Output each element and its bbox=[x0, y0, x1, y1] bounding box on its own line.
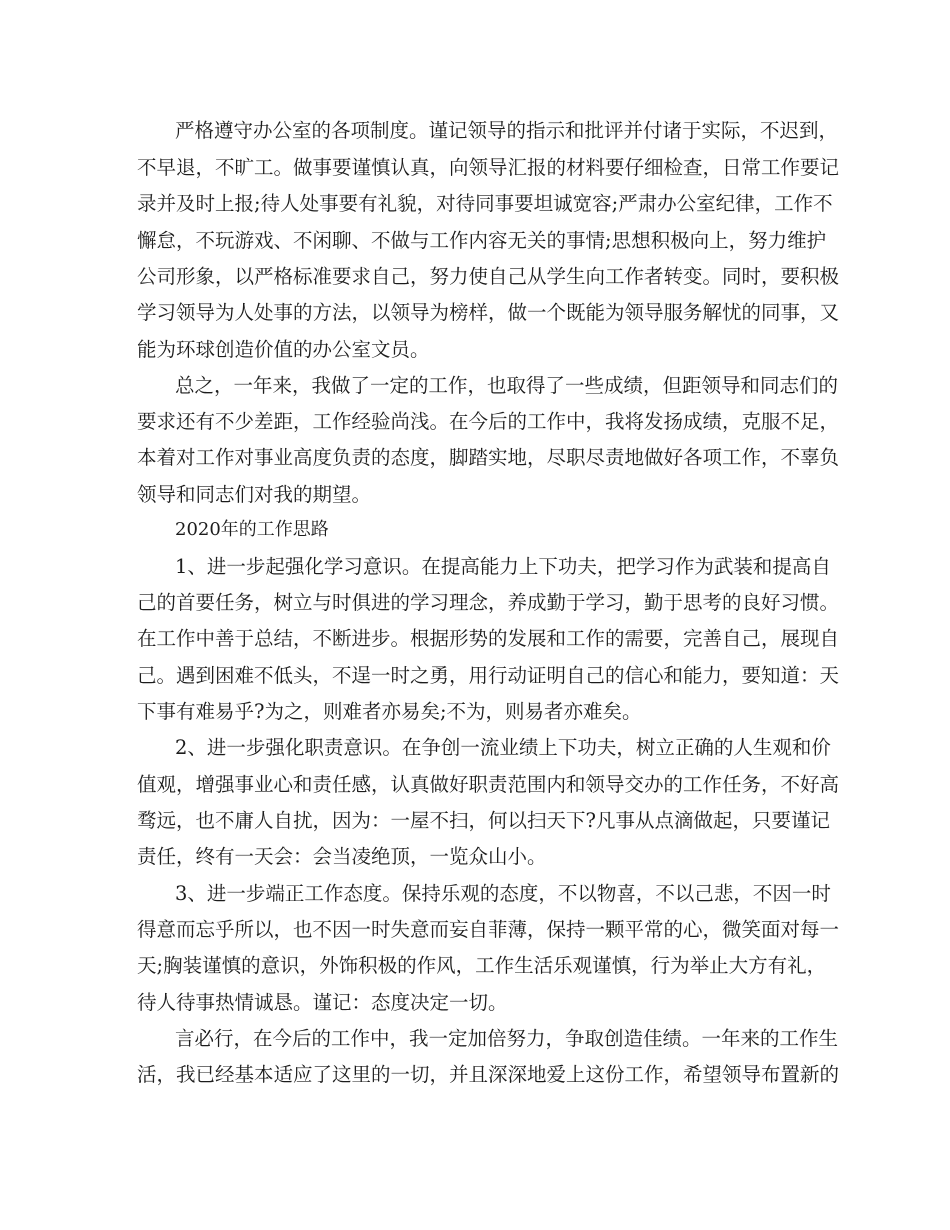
text-line: 要求还有不少差距，工作经验尚浅。在今后的工作中，我将发扬成绩，克服不足， bbox=[137, 410, 840, 433]
text-line: 能为环球创造价值的办公室文员。 bbox=[137, 338, 430, 361]
text-line: 己。遇到困难不低头，不逞一时之勇，用行动证明自己的信心和能力，要知道：天 bbox=[137, 664, 840, 687]
section-heading: 2020年的工作思路 bbox=[175, 519, 329, 540]
text-line: 下事有难易乎?为之，则难者亦易矣;不为，则易者亦难矣。 bbox=[137, 700, 642, 723]
text-line: 得意而忘乎所以，也不因一时失意而妄自菲薄，保持一颗平常的心，微笑面对每一 bbox=[137, 918, 840, 941]
text-line: 1、进一步起强化学习意识。在提高能力上下功夫，把学习作为武装和提高自 bbox=[175, 555, 831, 578]
text-line: 活，我已经基本适应了这里的一切，并且深深地爱上这份工作，希望领导布置新的 bbox=[137, 1063, 840, 1086]
text-line: 己的首要任务，树立与时俱进的学习理念，养成勤于学习，勤于思考的良好习惯。 bbox=[137, 591, 840, 614]
text-line: 3、进一步端正工作态度。保持乐观的态度，不以物喜，不以己悲，不因一时 bbox=[175, 882, 831, 905]
text-line: 2、进一步强化职责意识。在争创一流业绩上下功夫，树立正确的人生观和价 bbox=[175, 736, 831, 759]
text-line: 学习领导为人处事的方法，以领导为榜样，做一个既能为领导服务解忧的同事，又 bbox=[137, 301, 840, 324]
text-line: 责任，终有一天会：会当凌绝顶，一览众山小。 bbox=[137, 845, 547, 868]
text-line: 公司形象，以严格标准要求自己，努力使自己从学生向工作者转变。同时，要积极 bbox=[137, 265, 840, 288]
text-line: 不早退，不旷工。做事要谨慎认真，向领导汇报的材料要仔细检查，日常工作要记 bbox=[137, 156, 840, 179]
text-line: 严格遵守办公室的各项制度。谨记领导的指示和批评并付诸于实际，不迟到， bbox=[175, 119, 839, 142]
text-line: 骛远，也不庸人自扰，因为：一屋不扫，何以扫天下?凡事从点滴做起，只要谨记 bbox=[137, 809, 830, 832]
text-line: 言必行，在今后的工作中，我一定加倍努力，争取创造佳绩。一年来的工作生 bbox=[175, 1027, 839, 1050]
text-line: 天;胸装谨慎的意识，外饰积极的作风，工作生活乐观谨慎，行为举止大方有礼， bbox=[137, 954, 827, 977]
text-line: 值观，增强事业心和责任感，认真做好职责范围内和领导交办的工作任务，不好高 bbox=[137, 773, 840, 796]
text-line: 领导和同志们对我的期望。 bbox=[137, 483, 372, 506]
text-line: 懈怠，不玩游戏、不闲聊、不做与工作内容无关的事情;思想积极向上，努力维护 bbox=[137, 229, 827, 252]
text-line: 总之，一年来，我做了一定的工作，也取得了一些成绩，但距领导和同志们的 bbox=[175, 374, 839, 397]
text-line: 录并及时上报;待人处事要有礼貌，对待同事要坦诚宽容;严肃办公室纪律，工作不 bbox=[137, 192, 833, 215]
text-line: 待人待事热情诚恳。谨记：态度决定一切。 bbox=[137, 991, 508, 1014]
text-line: 本着对工作对事业高度负责的态度，脚踏实地，尽职尽责地做好各项工作，不辜负 bbox=[137, 446, 840, 469]
text-line: 在工作中善于总结，不断进步。根据形势的发展和工作的需要，完善自己，展现自 bbox=[137, 627, 840, 650]
